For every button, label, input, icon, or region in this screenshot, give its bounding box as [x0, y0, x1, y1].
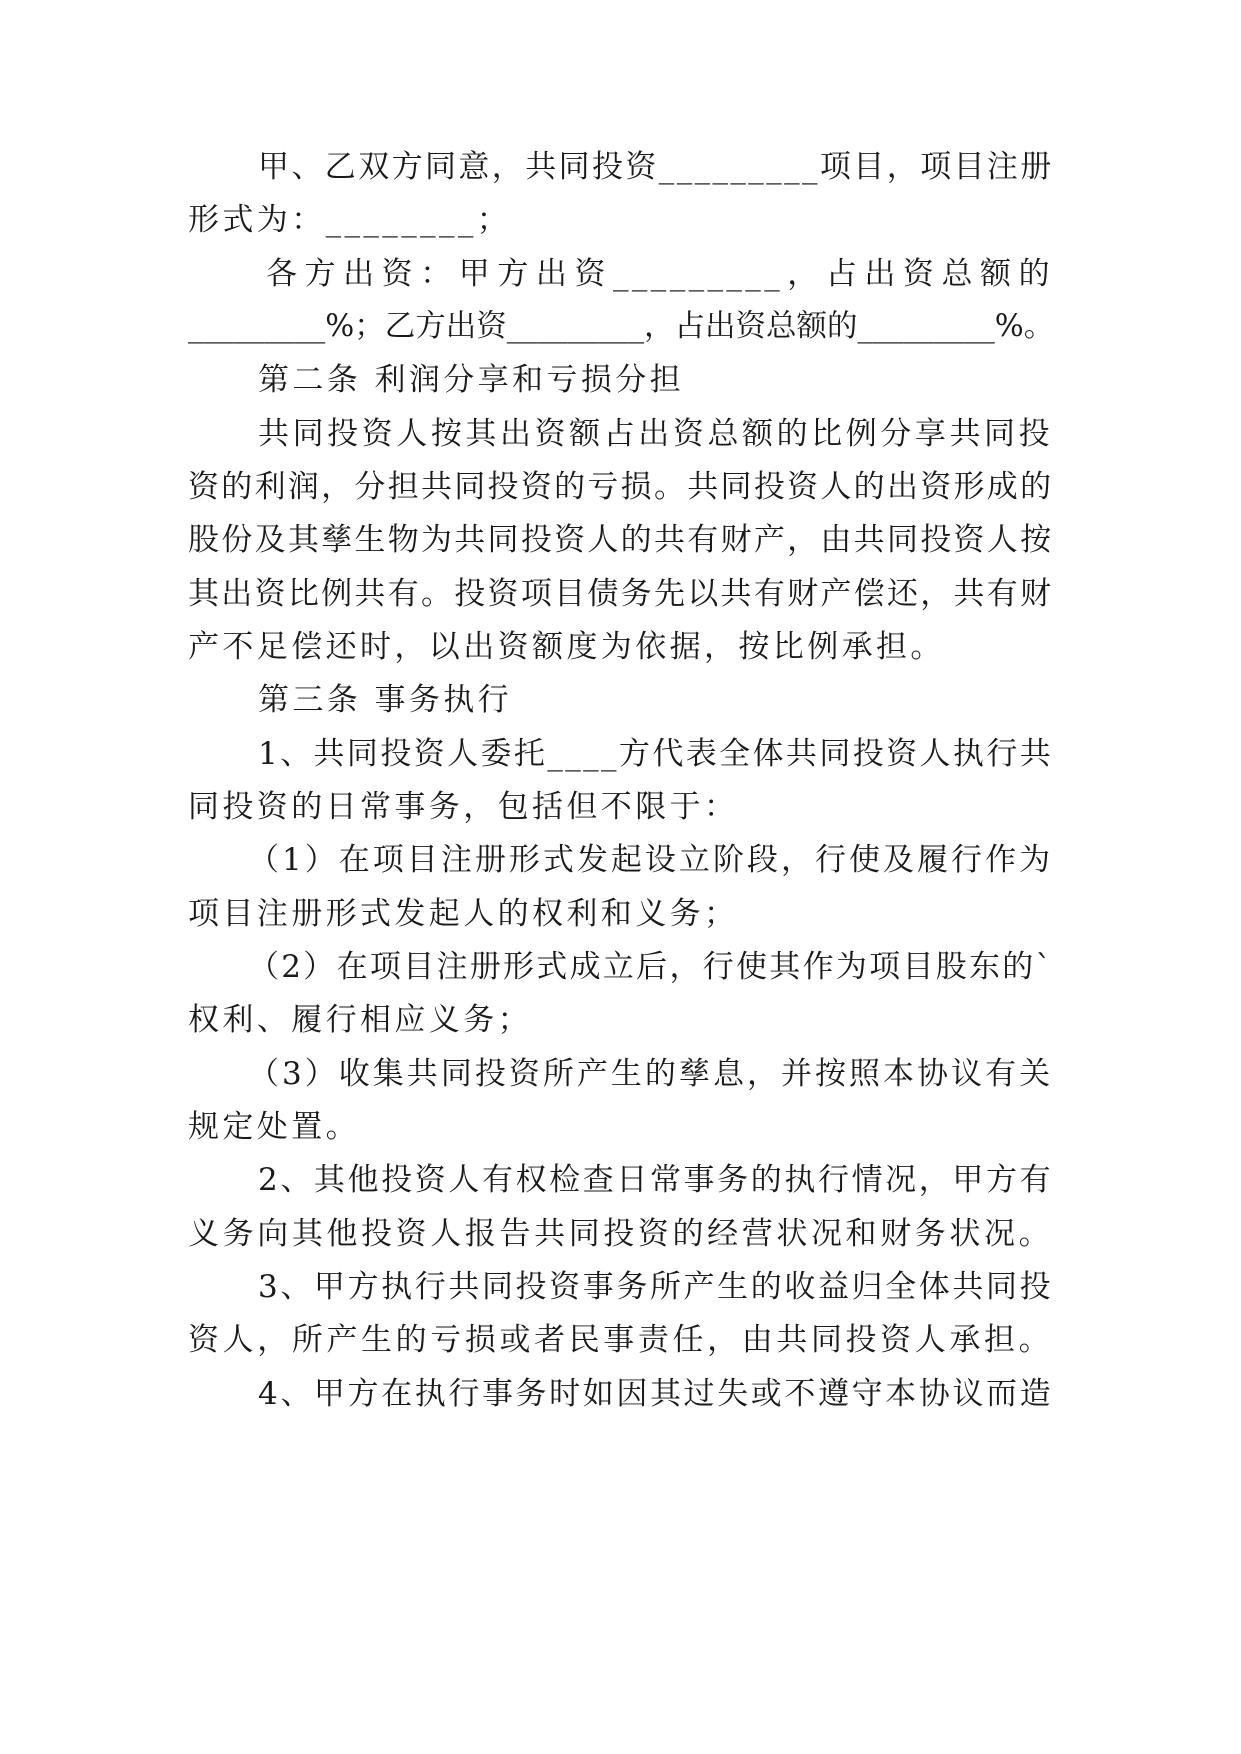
paragraph-line: 形式为：________；: [188, 202, 512, 238]
paragraph-line: （3）收集共同投资所产生的孳息，并按照本协议有关: [248, 1056, 1053, 1092]
section-heading: 第三条 事务执行: [258, 682, 513, 718]
paragraph-line: 项目注册形式发起人的权利和义务；: [188, 896, 739, 932]
paragraph-line: 资的利润，分担共同投资的亏损。共同投资人的出资形成的: [188, 469, 1053, 505]
paragraph-line: 共同投资人按其出资额占出资总额的比例分享共同投: [258, 416, 1053, 452]
paragraph-line: 甲、乙双方同意，共同投资_________项目，项目注册: [258, 149, 1054, 185]
paragraph-line: 义务向其他投资人报告共同投资的经营状况和财务状况。: [188, 1216, 1053, 1252]
paragraph-line: 权利、履行相应义务；: [188, 1002, 532, 1038]
paragraph-line: 同投资的日常事务，包括但不限于：: [188, 789, 739, 825]
paragraph-line: 2、其他投资人有权检查日常事务的执行情况，甲方有: [258, 1162, 1053, 1198]
paragraph-line: 资人，所产生的亏损或者民事责任，由共同投资人承担。: [188, 1322, 1053, 1358]
paragraph-line: 股份及其孳生物为共同投资人的共有财产，由共同投资人按: [188, 522, 1053, 558]
paragraph-line: （2）在项目注册形式成立后，行使其作为项目股东的`: [248, 949, 1053, 985]
paragraph-line: 产不足偿还时，以出资额度为依据，按比例承担。: [188, 629, 945, 665]
paragraph-line: 3、甲方执行共同投资事务所产生的收益归全体共同投: [258, 1269, 1053, 1305]
section-heading: 第二条 利润分享和亏损分担: [258, 362, 685, 398]
paragraph-line: 其出资比例共有。投资项目债务先以共有财产偿还，共有财: [188, 576, 1053, 612]
paragraph-line: 4、甲方在执行事务时如因其过失或不遵守本协议而造: [258, 1376, 1053, 1412]
paragraph-line: _________%；乙方出资_________，占出资总额的_________%。: [188, 309, 1055, 344]
paragraph-line: 1、共同投资人委托____方代表全体共同投资人执行共: [258, 736, 1054, 772]
paragraph-line: 各方出资：甲方出资_________，占出资总额的: [266, 256, 1053, 292]
paragraph-line: （1）在项目注册形式发起设立阶段，行使及履行作为: [248, 842, 1053, 878]
paragraph-line: 规定处置。: [188, 1109, 360, 1145]
